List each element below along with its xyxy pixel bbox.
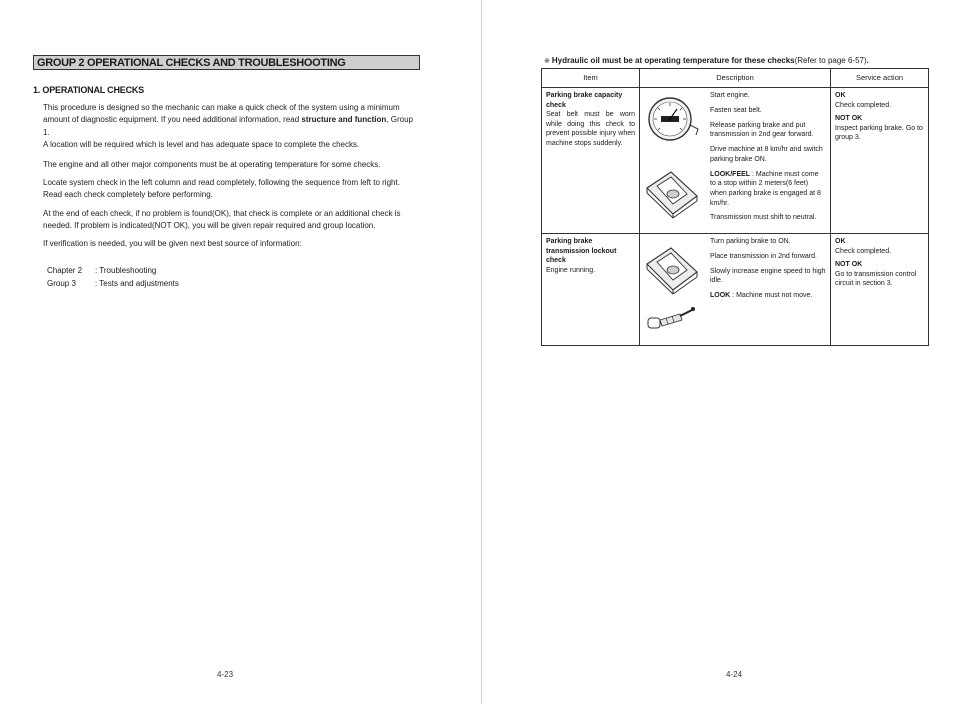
description-cell bbox=[640, 88, 831, 234]
item-name: Parking brake capacity check bbox=[546, 92, 623, 109]
note-rest: (Refer to page 6-57) bbox=[794, 56, 867, 65]
table-row bbox=[542, 234, 929, 346]
description-steps bbox=[710, 237, 826, 301]
section-title: 1. OPERATIONAL CHECKS bbox=[33, 85, 144, 95]
paragraph-locate: Locate system check in the left column and read completely, following the sequence from left to right. Read each check completely before performing. bbox=[43, 178, 400, 200]
para1-bold: structure and function bbox=[301, 115, 387, 125]
service-action-cell bbox=[831, 88, 929, 234]
not-ok-text: Go to transmission control circuit in section 3. bbox=[835, 270, 917, 288]
ok-label: OK bbox=[835, 238, 846, 245]
para1-text-b: , Group 1. bbox=[43, 115, 413, 137]
description-step: Start engine. bbox=[710, 92, 750, 99]
description-step: LOOK/FEEL : Machine must come to a stop within 2 meters(6 feet) when parking brake is engaged at 8 km/hr. bbox=[710, 170, 821, 207]
note-mark: ※ bbox=[544, 58, 550, 65]
paragraph-temperature: The engine and all other major components must be at operating temperature for some checks. bbox=[43, 160, 381, 169]
brake-pedal-icon bbox=[643, 166, 701, 220]
table-row bbox=[542, 88, 929, 234]
description-step: Place transmission in 2nd forward. bbox=[710, 252, 817, 260]
group-title: GROUP 2 OPERATIONAL CHECKS AND TROUBLESHOOTING bbox=[33, 55, 420, 70]
ok-text: Check completed. bbox=[835, 247, 892, 255]
checks-table bbox=[541, 68, 929, 346]
page-number-right: 4-24 bbox=[726, 670, 743, 679]
description-step: Fasten seat belt. bbox=[710, 106, 762, 114]
service-action-cell bbox=[831, 234, 929, 346]
para2-text: A location will be required which is level and has adequate space to complete the checks. bbox=[43, 139, 360, 149]
chapter-item: Chapter 2 : Troubleshooting bbox=[47, 266, 157, 275]
gear-shift-lever-icon bbox=[646, 306, 696, 334]
table-header-row bbox=[542, 69, 929, 88]
page-number-left: 4-23 bbox=[217, 670, 234, 679]
description-step: Slowly increase engine speed to high idle. bbox=[710, 267, 826, 285]
header-item: Item bbox=[542, 69, 640, 88]
description-step: Release parking brake and put transmission in 2nd gear forward. bbox=[710, 121, 814, 139]
not-ok-label: NOT OK bbox=[835, 261, 863, 269]
item-description: Engine running. bbox=[546, 266, 596, 274]
ok-label: OK bbox=[835, 92, 846, 99]
paragraph-end-of-check: At the end of each check, if no problem is found(OK), that check is complete or an additional check is needed. If problem is indicated(NOT OK), you will be given repair required and group location. bbox=[43, 209, 401, 231]
description-steps bbox=[710, 91, 826, 223]
item-cell bbox=[542, 88, 640, 234]
item-name: Parking brake transmission lockout check bbox=[546, 238, 617, 265]
ok-text: Check completed. bbox=[835, 101, 892, 109]
not-ok-text: Inspect parking brake. Go to group 3. bbox=[835, 124, 923, 142]
item-description: Seat belt must be worn while doing this check to prevent possible injury when machine stops suddenly. bbox=[546, 111, 635, 147]
note-bold: Hydraulic oil must be at operating temperature for these checks bbox=[551, 56, 795, 65]
description-cell bbox=[640, 234, 831, 346]
paragraph-intro bbox=[43, 102, 421, 151]
speedometer-gauge-icon bbox=[646, 95, 700, 147]
header-service-action: Service action bbox=[831, 69, 929, 88]
description-step: Transmission must shift to neutral. bbox=[710, 214, 817, 222]
para1-text-a: This procedure is designed so the mechanic can make a quick check of the system using a minimum amount of diagnostic equipment. If you need additional information, read bbox=[43, 103, 400, 125]
description-step: Turn parking brake to ON. bbox=[710, 238, 791, 245]
brake-pedal-icon bbox=[643, 242, 701, 296]
chapter-item: Group 3 : Tests and adjustments bbox=[47, 279, 179, 288]
right-page bbox=[482, 0, 962, 704]
not-ok-label: NOT OK bbox=[835, 115, 863, 123]
chapter-list bbox=[47, 264, 179, 290]
header-description: Description bbox=[640, 69, 831, 88]
item-cell bbox=[542, 234, 640, 346]
paragraph-verification: If verification is needed, you will be given next best source of information: bbox=[43, 239, 302, 248]
temperature-note: ※ Hydraulic oil must be at operating temperature for these checks(Refer to page 6-57). bbox=[544, 56, 869, 65]
description-step: Drive machine at 8 km/hr and switch parking brake ON. bbox=[710, 146, 823, 163]
description-step: LOOK : Machine must not move. bbox=[710, 292, 813, 300]
